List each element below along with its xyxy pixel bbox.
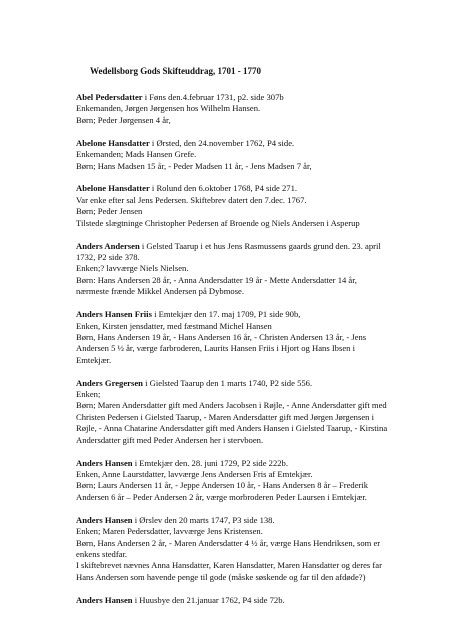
- entry-heading-line: [76, 92, 436, 103]
- entry-text: Børn, Hans Andersen 2 år, - Maren Andersdatter 4 ½ år, værge Hans Hendriksen, som er: [76, 537, 381, 548]
- entry-text: Børn; Laurs Andersen 11 år, - Jeppe Andersen 10 år, - Hans Andersen 8 år – Frederik: [76, 480, 369, 491]
- probate-entry: [76, 378, 436, 446]
- entry-text-line: [76, 572, 436, 583]
- probate-entry: [76, 92, 436, 126]
- deceased-name: Anders Gregersen: [76, 377, 143, 388]
- entry-text: Enken, Kirsten jensdatter, med fæstmand Michel Hansen: [76, 320, 272, 331]
- entry-text-line: [76, 321, 436, 332]
- entry-text-line: [76, 343, 436, 354]
- entry-text: Enkemanden; Mads Hansen Grefe.: [76, 149, 197, 160]
- entry-text-line: [76, 526, 436, 537]
- entry-text-line: [76, 263, 436, 274]
- entry-text: Emtekjær.: [76, 354, 112, 365]
- probate-entry: [76, 515, 436, 583]
- probate-entry: [76, 309, 436, 366]
- entry-text-line: [76, 389, 436, 400]
- entry-text: Andersen 6 år – Peder Andersen 2 år, værge morbroderen Peder Laursen i Emtekjær.: [76, 491, 367, 502]
- entry-text: Børn, Hans Andersen 19 år, - Hans Andersen 16 år, - Christen Andersen 13 år, - Jens: [76, 331, 367, 342]
- probate-entry: [76, 241, 436, 298]
- entry-text: Enken, Anne Laurstdatter, lavværge Jens Andersen Fris af Emtekjær.: [76, 468, 313, 479]
- entry-text: Hans Andersen som havende penge til gode (måske søskende og far til den afdøde?): [76, 571, 366, 582]
- entry-text-line: [76, 560, 436, 571]
- probate-entry: [76, 458, 436, 504]
- entry-text: i Gelsted Taarup i et hus Jens Rasmussens gaards grund den. 23. april: [139, 240, 381, 251]
- entry-text: Røjle, - Anna Chatarine Andersdatter gift med Anders Hansen i Gielsted Taarup, - Kirstina: [76, 423, 388, 434]
- entry-text: Enken;? lavværge Niels Nielsen.: [76, 263, 189, 274]
- probate-entry: [76, 595, 436, 606]
- entry-text: Var enke efter sal Jens Pedersen. Skiftebrev datert den 7.dec. 1767.: [76, 194, 307, 205]
- entry-heading-line: [76, 183, 436, 194]
- entry-text-line: [76, 435, 436, 446]
- entry-text: Børn; Hans Madsen 15 år, - Peder Madsen 11 år, - Jens Madsen 7 år,: [76, 160, 312, 171]
- entry-text: Christen Pedersen i Gielsted Taarup, - Maren Andersdatter gift med Jørgen Jørgensen i: [76, 411, 374, 422]
- entry-text-line: [76, 400, 436, 411]
- entry-text-line: [76, 469, 436, 480]
- entry-text: i Ørslev den 20 marts 1747, P3 side 138.: [132, 514, 275, 525]
- entry-text: Tilstede slægtninge Christopher Pedersen af Broende og Niels Andersen i Asperup: [76, 217, 360, 228]
- entry-text: Andersen 5 ½ år, værge farbroderen, Laurits Hansen Friis i Hjort og Hans Ibsen i: [76, 343, 355, 354]
- entry-text: i Rolund den 6.oktober 1768, P4 side 271.: [149, 183, 298, 194]
- entry-text: I skiftebrevet nævnes Anna Hansdatter, Karen Hansdatter, Maren Hansdatter og deres far: [76, 560, 382, 571]
- entry-text-line: [76, 332, 436, 343]
- entry-text-line: [76, 252, 436, 263]
- entry-heading-line: [76, 458, 436, 469]
- entry-text-line: [76, 161, 436, 172]
- deceased-name: Anders Hansen Friis: [76, 309, 152, 320]
- entry-heading-line: [76, 241, 436, 252]
- entry-text-line: [76, 423, 436, 434]
- entry-text: Enkemanden, Jørgen Jørgensen hos Wilhelm Hansen.: [76, 103, 261, 114]
- entry-text: Enken; Maren Pedersdatter, lavværge Jens Kristensen.: [76, 526, 263, 537]
- entry-text: Andersdatter gift med Peder Andersen her i stervboen.: [76, 434, 264, 445]
- entry-text: i Emtekjær den 17. maj 1709, P1 side 90b,: [151, 309, 301, 320]
- entry-text: Børn; Maren Andersdatter gift med Anders Jacobsen i Røjle, - Anne Andersdatter gift med: [76, 400, 387, 411]
- entry-text: i Gielsted Taarup den 1 marts 1740, P2 side 556.: [142, 377, 313, 388]
- document-title: Wedellsborg Gods Skifteuddrag, 1701 - 1770: [90, 66, 262, 76]
- entry-text-line: [76, 538, 436, 549]
- entry-text: enkens stedfar.: [76, 548, 128, 559]
- deceased-name: Anders Andersen: [76, 240, 140, 251]
- entry-text: i Emtekjær den. 28. juni 1729, P2 side 222b.: [132, 457, 288, 468]
- entry-text-line: [76, 149, 436, 160]
- entry-text-line: [76, 412, 436, 423]
- entry-text: Børn; Peder Jensen: [76, 206, 143, 217]
- probate-entry: [76, 138, 436, 172]
- deceased-name: Anders Hansen: [76, 594, 133, 605]
- entry-text: i Ørsted, den 24.november 1762, P4 side.: [149, 137, 295, 148]
- entry-list: [76, 92, 436, 618]
- entry-text: 1732, P2 side 378.: [76, 251, 140, 262]
- entry-heading-line: [76, 378, 436, 389]
- entry-heading-line: [76, 595, 436, 606]
- deceased-name: Anders Hansen: [76, 457, 133, 468]
- entry-text-line: [76, 206, 436, 217]
- entry-text: Enken;: [76, 389, 101, 400]
- entry-text: Børn; Peder Jørgensen 4 år,: [76, 114, 171, 125]
- entry-text: nærmeste frænde Mikkel Andersen på Dybmose.: [76, 286, 245, 297]
- entry-text-line: [76, 492, 436, 503]
- deceased-name: Abelone Hansdatter: [76, 137, 150, 148]
- entry-text-line: [76, 355, 436, 366]
- probate-entry: [76, 183, 436, 229]
- entry-text: i Huusbye den 21.januar 1762, P4 side 72b.: [132, 594, 285, 605]
- entry-text-line: [76, 480, 436, 491]
- entry-heading-line: [76, 515, 436, 526]
- entry-text-line: [76, 218, 436, 229]
- entry-text: Børn: Hans Andersen 28 år, - Anna Andersdatter 19 år - Mette Andersdatter 14 år,: [76, 274, 357, 285]
- entry-text-line: [76, 286, 436, 297]
- deceased-name: Abel Pedersdatter: [76, 92, 143, 102]
- entry-text-line: [76, 275, 436, 286]
- deceased-name: Anders Hansen: [76, 514, 133, 525]
- entry-text-line: [76, 103, 436, 114]
- entry-text: i Føns den.4.februar 1731, p2. side 307b: [142, 92, 284, 102]
- entry-text-line: [76, 549, 436, 560]
- entry-text-line: [76, 115, 436, 126]
- entry-heading-line: [76, 309, 436, 320]
- entry-text-line: [76, 195, 436, 206]
- entry-heading-line: [76, 138, 436, 149]
- deceased-name: Abelone Hansdatter: [76, 183, 150, 194]
